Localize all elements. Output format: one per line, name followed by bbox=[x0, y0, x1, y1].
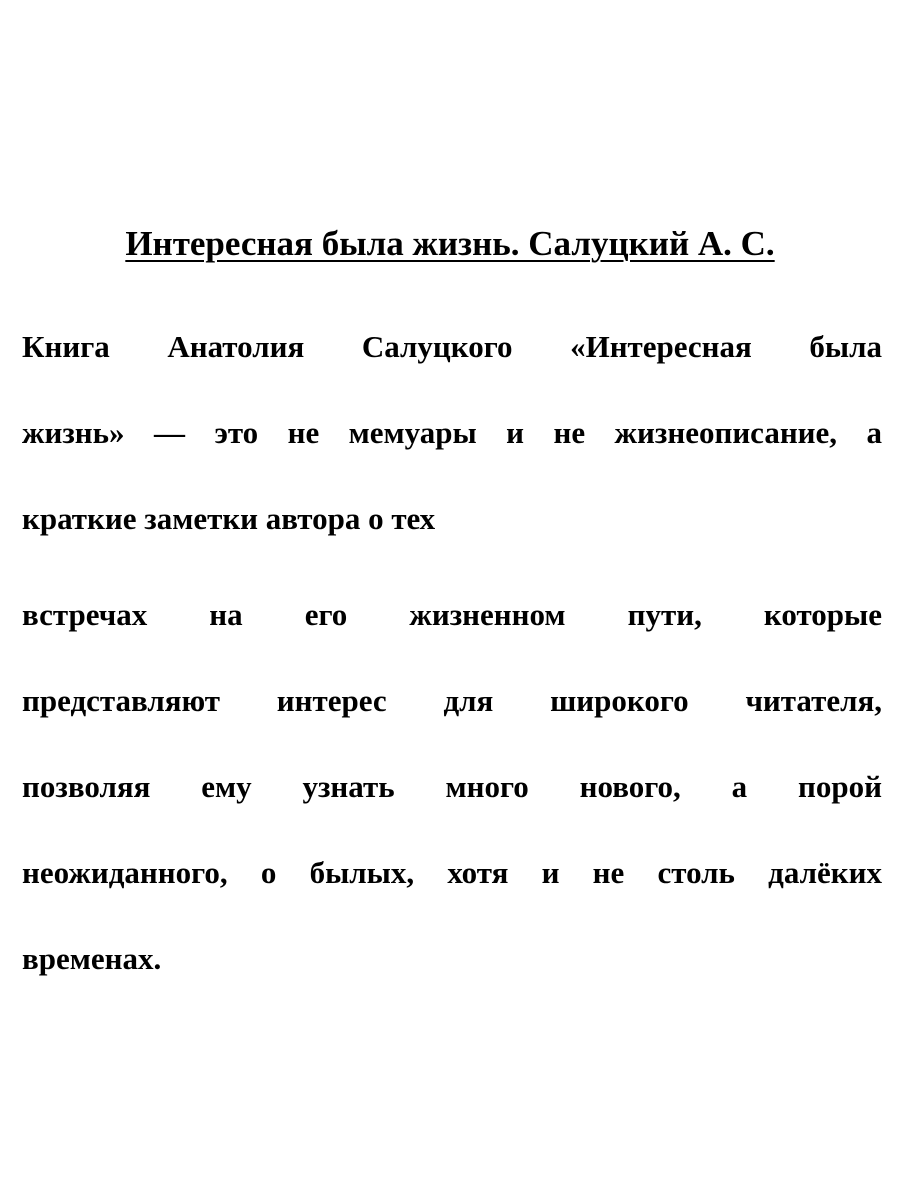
paragraph-line: встречах на его жизненном пути, которые bbox=[22, 597, 882, 632]
paragraph-line: позволяя ему узнать много нового, а порой bbox=[22, 769, 882, 804]
paragraph-line: временах. bbox=[22, 941, 162, 976]
paragraph-1 bbox=[22, 327, 882, 585]
paragraph-2 bbox=[22, 595, 882, 1025]
paragraph-line: Книга Анатолия Салуцкого «Интересная была bbox=[22, 329, 882, 364]
paragraph-line: представляют интерес для широкого читателя, bbox=[22, 683, 882, 718]
paragraph-line: жизнь» — это не мемуары и не жизнеописание, а bbox=[22, 415, 882, 450]
paragraph-line: краткие заметки автора о тех bbox=[22, 501, 436, 536]
paragraph-line: неожиданного, о былых, хотя и не столь далёких bbox=[22, 855, 882, 890]
document-title: Интересная была жизнь. Салуцкий А. С. bbox=[125, 224, 775, 263]
